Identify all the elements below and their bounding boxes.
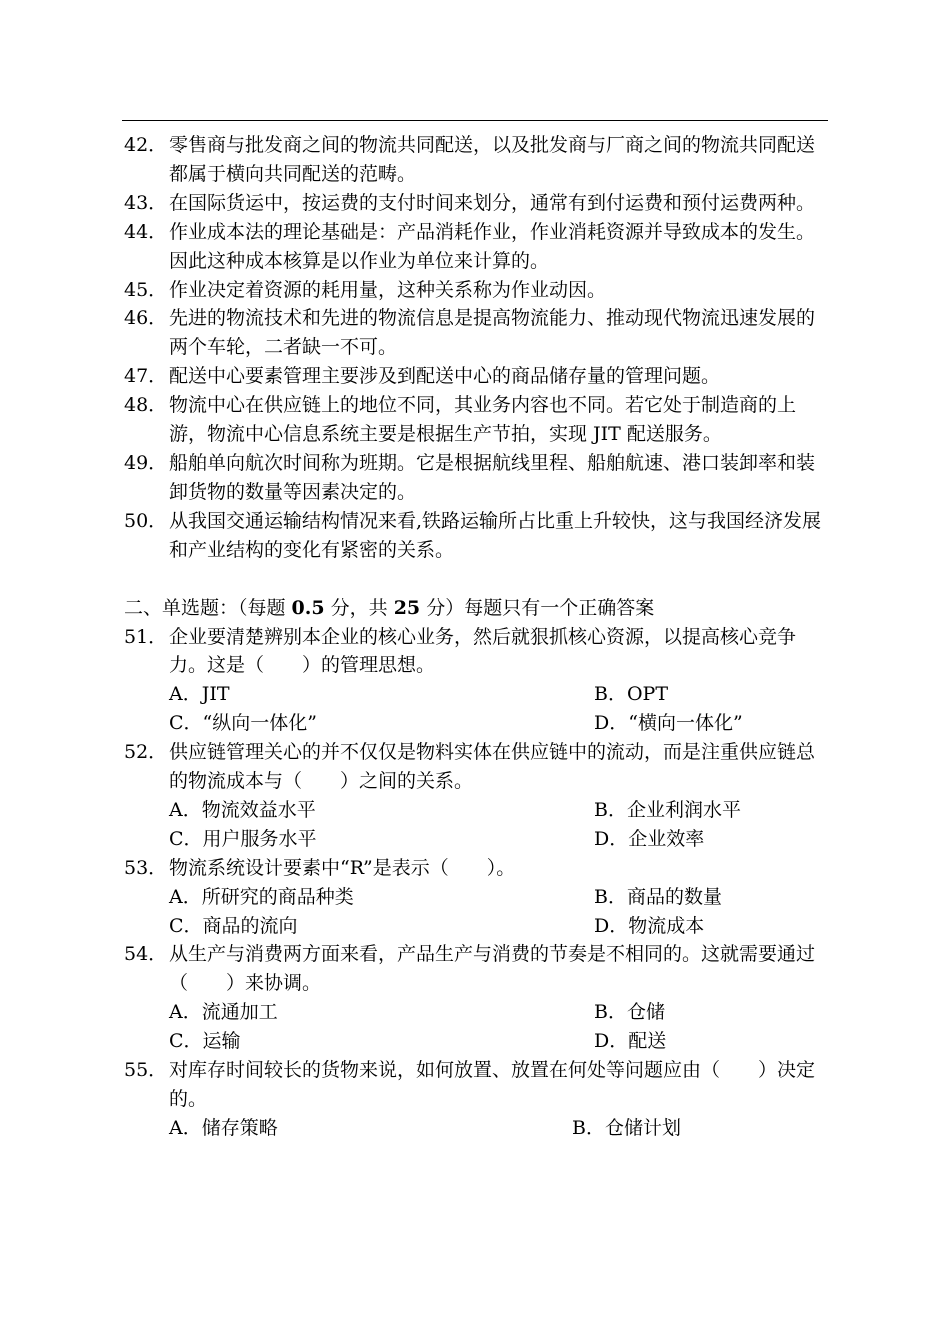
section-heading-suffix: 分）每题只有一个正确答案 — [420, 596, 655, 619]
options-row — [124, 883, 830, 912]
question-number: 44． — [124, 220, 168, 243]
option-a: A．物流效益水平 — [169, 798, 316, 821]
question-number: 47． — [124, 365, 168, 388]
option-b: B．OPT — [594, 683, 668, 706]
question-47 — [124, 362, 830, 391]
question-43 — [124, 189, 830, 218]
question-54 — [124, 940, 830, 998]
document-body — [124, 131, 830, 1143]
question-text: 从生产与消费两方面来看，产品生产与消费的节奏是不相同的。这就需要通过（ ）来协调。 — [169, 943, 816, 995]
question-55 — [124, 1056, 830, 1114]
question-52 — [124, 738, 830, 796]
question-text: 企业要清楚辨别本企业的核心业务，然后就狠抓核心资源，以提高核心竞争力。这是（ ）的管理思想。 — [169, 625, 797, 677]
options-row — [124, 1027, 830, 1056]
option-a: A．流通加工 — [169, 1001, 278, 1024]
question-44 — [124, 218, 830, 276]
question-text: 对库存时间较长的货物来说，如何放置、放置在何处等问题应由（ ）决定的。 — [169, 1059, 816, 1110]
option-b: B．仓储 — [594, 1001, 665, 1024]
question-42 — [124, 131, 830, 189]
question-50 — [124, 507, 830, 565]
question-49 — [124, 449, 830, 507]
question-number: 48． — [124, 394, 168, 417]
question-text: 在国际货运中，按运费的支付时间来划分，通常有到付运费和预付运费两种。 — [169, 191, 816, 214]
question-number: 49． — [124, 451, 168, 474]
question-number: 45． — [124, 278, 168, 301]
section-heading-prefix: 二、单选题：（每题 — [124, 596, 292, 619]
question-text: 船舶单向航次时间称为班期。它是根据航线里程、船舶航速、港口装卸率和装卸货物的数量等因素决定的。 — [169, 451, 816, 503]
question-text: 配送中心要素管理主要涉及到配送中心的商品储存量的管理问题。 — [169, 365, 721, 388]
question-text: 作业成本法的理论基础是：产品消耗作业，作业消耗资源并导致成本的发生。因此这种成本核算是以作业为单位来计算的。 — [169, 220, 816, 272]
option-c: C．“纵向一体化” — [169, 712, 317, 735]
question-number: 52． — [124, 741, 168, 764]
options-row — [124, 912, 830, 941]
total-score: 25 — [393, 596, 421, 619]
option-d: D．“横向一体化” — [594, 712, 743, 735]
question-53 — [124, 854, 830, 883]
option-d: D．配送 — [594, 1030, 667, 1053]
options-row — [124, 709, 830, 738]
option-b: B．商品的数量 — [594, 885, 722, 908]
option-b: B．仓储计划 — [572, 1116, 681, 1139]
question-number: 46． — [124, 307, 168, 330]
question-text: 零售商与批发商之间的物流共同配送，以及批发商与厂商之间的物流共同配送都属于横向共同配送的范畴。 — [169, 134, 816, 185]
question-48 — [124, 391, 830, 449]
option-a: A．储存策略 — [169, 1116, 278, 1139]
question-text: 先进的物流技术和先进的物流信息是提高物流能力、推动现代物流迅速发展的两个车轮，二者缺一不可。 — [169, 307, 816, 359]
per-question-score: 0.5 — [291, 596, 325, 619]
option-a: A．所研究的商品种类 — [169, 885, 354, 908]
option-c: C．用户服务水平 — [169, 827, 317, 850]
option-d: D．企业效率 — [594, 827, 705, 850]
option-b: B．企业利润水平 — [594, 798, 741, 821]
question-text: 物流中心在供应链上的地位不同，其业务内容也不同。若它处于制造商的上游，物流中心信息系统主要是根据生产节拍，实现 JIT 配送服务。 — [169, 394, 797, 446]
question-number: 55． — [124, 1059, 168, 1082]
options-row — [124, 1114, 830, 1143]
option-a: A．JIT — [169, 683, 230, 706]
options-row — [124, 998, 830, 1027]
header-rule — [122, 120, 828, 121]
question-number: 53． — [124, 856, 168, 879]
question-text: 作业决定着资源的耗用量，这种关系称为作业动因。 — [169, 278, 607, 301]
question-text: 供应链管理关心的并不仅仅是物料实体在供应链中的流动，而是注重供应链总的物流成本与（ ）之间的关系。 — [169, 741, 816, 793]
question-number: 42． — [124, 134, 168, 156]
question-number: 54． — [124, 943, 168, 966]
question-45 — [124, 276, 830, 305]
question-46 — [124, 304, 830, 362]
question-text: 从我国交通运输结构情况来看,铁路运输所占比重上升较快，这与我国经济发展和产业结构的变化有紧密的关系。 — [169, 509, 822, 561]
option-d: D．物流成本 — [594, 914, 705, 937]
question-number: 50． — [124, 509, 168, 532]
question-51 — [124, 623, 830, 681]
question-number: 43． — [124, 191, 168, 214]
options-row — [124, 680, 830, 709]
options-row — [124, 796, 830, 825]
question-number: 51． — [124, 625, 168, 648]
question-text: 物流系统设计要素中“R”是表示（ ）。 — [169, 856, 516, 879]
section-heading-middle: 分，共 — [324, 596, 394, 619]
option-c: C．运输 — [169, 1030, 241, 1053]
options-row — [124, 825, 830, 854]
section-heading — [124, 594, 830, 623]
option-c: C．商品的流向 — [169, 914, 298, 937]
